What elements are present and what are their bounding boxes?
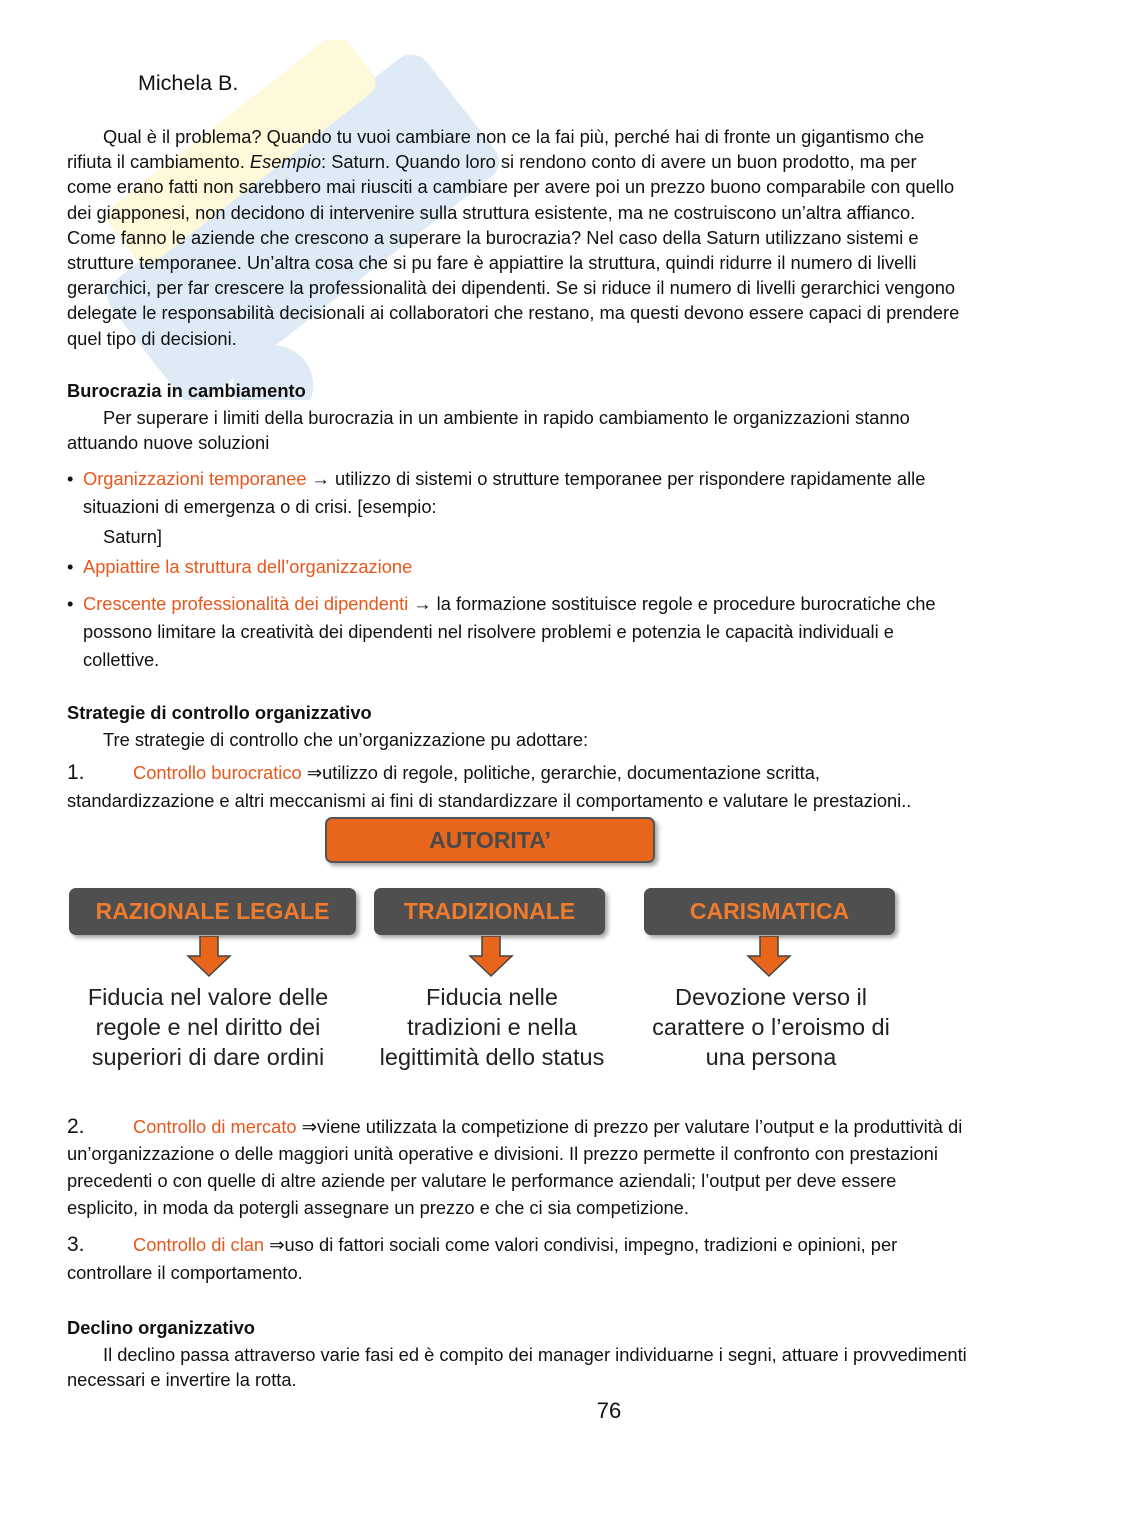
diagram-box-razionale: RAZIONALE LEGALE	[69, 888, 356, 935]
diagram-caption-carismatica: Devozione verso il carattere o l’eroismo di una persona	[652, 984, 890, 1070]
section3-paragraph: Il declino passa attraverso varie fasi ed è compito dei manager individuarne i segni, attuare i provvedimenti necessari e invertire la rotta.	[67, 1344, 967, 1391]
down-arrow-icon	[468, 936, 514, 978]
list-item: • Appiattire la struttura dell’organizzazione	[67, 556, 413, 577]
list-item: • Crescente professionalità dei dipendenti → la formazione sostituisce regole e procedure burocratiche che possono limitare la creatività dei dipendenti nel risolvere problemi e potenzia le capacità individuali e collettive.	[67, 593, 936, 670]
list-item: • Organizzazioni temporanee → utilizzo di sistemi o strutture temporanee per rispondere rapidamente alle situazioni di emergenza o di crisi. [esempio: Saturn]	[67, 468, 926, 547]
section-heading-strategie: Strategie di controllo organizzativo	[67, 702, 372, 723]
author-name: Michela B.	[138, 71, 239, 95]
section1-intro: Per superare i limiti della burocrazia in un ambiente in rapido cambiamento le organizzazioni stanno attuando nuove soluzioni	[67, 407, 910, 454]
diagram-caption-razionale: Fiducia nel valore delle regole e nel diritto dei superiori di dare ordini	[87, 984, 329, 1070]
section-heading-declino: Declino organizzativo	[67, 1317, 255, 1338]
diagram-box-carismatica: CARISMATICA	[644, 888, 895, 935]
down-arrow-icon	[186, 936, 232, 978]
page-number: 76	[596, 1398, 622, 1423]
diagram-top-box: AUTORITA’	[325, 817, 655, 863]
intro-paragraph: Qual è il problema? Quando tu vuoi cambiare non ce la fai più, perché hai di fronte un gigantismo che rifiuta il cambiamento. Esempio: Saturn. Quando loro si rendono conto di avere un buon prodotto, ma per come erano fatti non sarebbero mai riusciti a cambiare per avere poi un prezzo buono comparabile con quello dei giapponesi, non decidono di intervenire sulla struttura esistente, ma ne costruiscono un’altra affianco. Come fanno le aziende che crescono a superare la burocrazia? Nel caso della Saturn utilizzano sistemi e strutture temporanee. Un’altra cosa che si pu fare è appiattire la struttura, quindi ridurre il numero di livelli gerarchici, per far crescere la professionalità dei dipendenti. Se si riduce il numero di livelli gerarchici vengono delegate le responsabilità decisionali ai collaboratori che restano, ma questi devono essere capaci di prendere quel tipo di decisioni.	[67, 126, 960, 349]
down-arrow-icon	[746, 936, 792, 978]
section-heading-burocrazia: Burocrazia in cambiamento	[67, 380, 306, 401]
numbered-item-2: 2. Controllo di mercato ⇒viene utilizzata la competizione di prezzo per valutare l’output e la produttività di un’organizzazione o delle maggiori unità operative e divisioni. Il prezzo permette il confronto con prestazioni precedenti o con quelle di altre aziende per valutare le performance aziendali; l’output per deve essere esplicito, in moda da potergli assegnare un prezzo e che ci sia competizione.	[67, 1115, 963, 1218]
numbered-item-1: 1. Controllo burocratico ⇒utilizzo di regole, politiche, gerarchie, documentazione scritta, standardizzazione e altri meccanismi ai fini di standardizzare il comportamento e valutare le prestazioni..	[67, 761, 912, 811]
section2-intro: Tre strategie di controllo che un’organizzazione pu adottare:	[103, 729, 589, 750]
diagram-caption-tradizionale: Fiducia nelle tradizioni e nella legittimità dello status	[379, 984, 605, 1070]
numbered-item-3: 3. Controllo di clan ⇒uso di fattori sociali come valori condivisi, impegno, tradizioni e opinioni, per controllare il comportamento.	[67, 1233, 898, 1283]
diagram-box-tradizionale: TRADIZIONALE	[374, 888, 605, 935]
